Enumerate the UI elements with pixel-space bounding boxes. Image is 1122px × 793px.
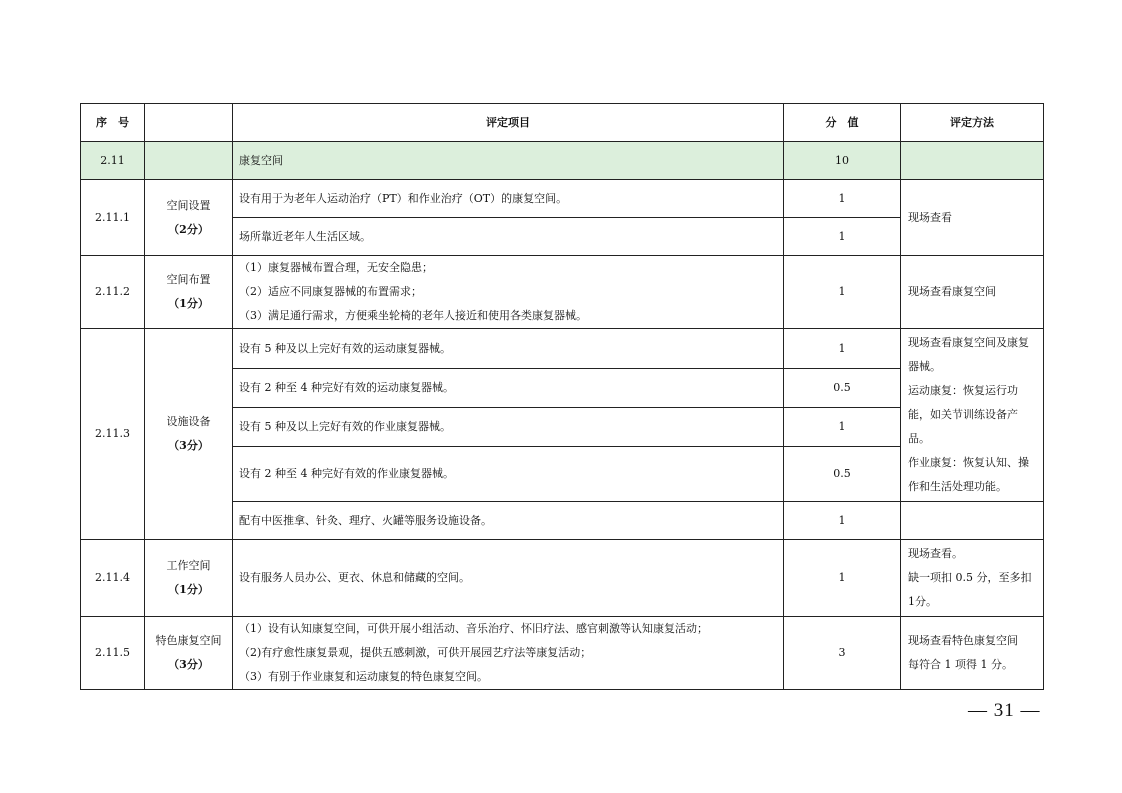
row-method-blank [901, 502, 1044, 540]
row-method [901, 540, 1044, 617]
row-name: 空间设置 [166, 198, 211, 212]
row-item: 设有服务人员办公、更衣、休息和储藏的空间。 [233, 540, 784, 617]
row-item: 设有 2 种至 4 种完好有效的作业康复器械。 [233, 447, 784, 502]
evaluation-table [80, 103, 1044, 690]
row-method: 现场查看 [901, 180, 1044, 256]
table-row [81, 256, 1044, 329]
header-seq: 序 号 [81, 104, 145, 142]
section-row [81, 142, 1044, 180]
row-item: （2)有疗愈性康复景观，提供五感刺激，可供开展园艺疗法等康复活动； [239, 646, 592, 659]
header-item: 评定项目 [233, 104, 784, 142]
section-method-blank [901, 142, 1044, 180]
row-name-cell [145, 180, 233, 256]
row-score: 3 [784, 617, 901, 690]
row-item: 设有 2 种至 4 种完好有效的运动康复器械。 [233, 369, 784, 408]
row-score: 0.5 [784, 447, 901, 502]
row-points: （3分） [168, 439, 209, 452]
row-name: 空间布置 [166, 273, 211, 286]
row-id: 2.11.3 [81, 329, 145, 540]
row-score: 1 [784, 540, 901, 617]
row-item: （2）适应不同康复器械的布置需求； [239, 285, 422, 298]
method-line: 现场查看特色康复空间 [908, 634, 1018, 647]
row-name: 工作空间 [166, 559, 211, 572]
row-name-cell [145, 329, 233, 540]
row-item: （1）康复器械布置合理，无安全隐患； [239, 261, 433, 274]
method-line: 现场查看。 [908, 547, 963, 560]
method-line: 运动康复：恢复运行功能，如关节训练设备产品。 [908, 384, 1018, 445]
section-title: 康复空间 [233, 142, 784, 180]
row-id: 2.11.2 [81, 256, 145, 329]
row-points: （1分） [168, 583, 209, 596]
row-name-cell [145, 256, 233, 329]
page-number: — 31 — [968, 700, 1041, 721]
method-line: 现场查看康复空间及康复器械。 [908, 336, 1029, 373]
row-score: 1 [784, 329, 901, 369]
section-blank [145, 142, 233, 180]
row-item: （3）满足通行需求，方便乘坐轮椅的老年人接近和使用各类康复器械。 [239, 309, 587, 322]
row-id: 2.11.1 [81, 180, 145, 256]
row-name-cell [145, 617, 233, 690]
row-score: 1 [784, 218, 901, 256]
row-score: 1 [784, 408, 901, 447]
header-score: 分 值 [784, 104, 901, 142]
row-score: 0.5 [784, 369, 901, 408]
row-id: 2.11.5 [81, 617, 145, 690]
row-item-list [233, 256, 784, 329]
method-line: 每符合 1 项得 1 分。 [908, 658, 1013, 671]
row-method [901, 617, 1044, 690]
row-score: 1 [784, 256, 901, 329]
section-score: 10 [784, 142, 901, 180]
table-row [81, 329, 1044, 369]
row-method: 现场查看康复空间 [901, 256, 1044, 329]
row-method [901, 329, 1044, 502]
method-line: 作业康复：恢复认知、操作和生活处理功能。 [908, 456, 1029, 493]
table-row [81, 617, 1044, 690]
row-name: 设施设备 [166, 415, 211, 428]
method-line: 缺一项扣 0.5 分，至多扣 1分。 [908, 571, 1032, 608]
row-points: （1分） [168, 297, 209, 310]
header-sub [145, 104, 233, 142]
row-item-list [233, 617, 784, 690]
row-name: 特色康复空间 [155, 634, 222, 647]
row-item: 设有 5 种及以上完好有效的作业康复器械。 [233, 408, 784, 447]
header-row [81, 104, 1044, 142]
row-id: 2.11.4 [81, 540, 145, 617]
row-points: （2分） [168, 222, 209, 236]
row-item: 设有用于为老年人运动治疗（PT）和作业治疗（OT）的康复空间。 [233, 180, 784, 218]
row-points: （3分） [168, 658, 209, 671]
row-name-cell [145, 540, 233, 617]
row-item: （3）有别于作业康复和运动康复的特色康复空间。 [239, 670, 488, 683]
table-row [81, 180, 1044, 218]
table-row [81, 540, 1044, 617]
row-item: 设有 5 种及以上完好有效的运动康复器械。 [233, 329, 784, 369]
section-id: 2.11 [81, 142, 145, 180]
row-score: 1 [784, 180, 901, 218]
row-item: 场所靠近老年人生活区域。 [233, 218, 784, 256]
row-score: 1 [784, 502, 901, 540]
row-item: 配有中医推拿、针灸、理疗、火罐等服务设施设备。 [233, 502, 784, 540]
row-item: （1）设有认知康复空间，可供开展小组活动、音乐治疗、怀旧疗法、感官刺激等认知康复活动； [239, 622, 708, 635]
header-method: 评定方法 [901, 104, 1044, 142]
